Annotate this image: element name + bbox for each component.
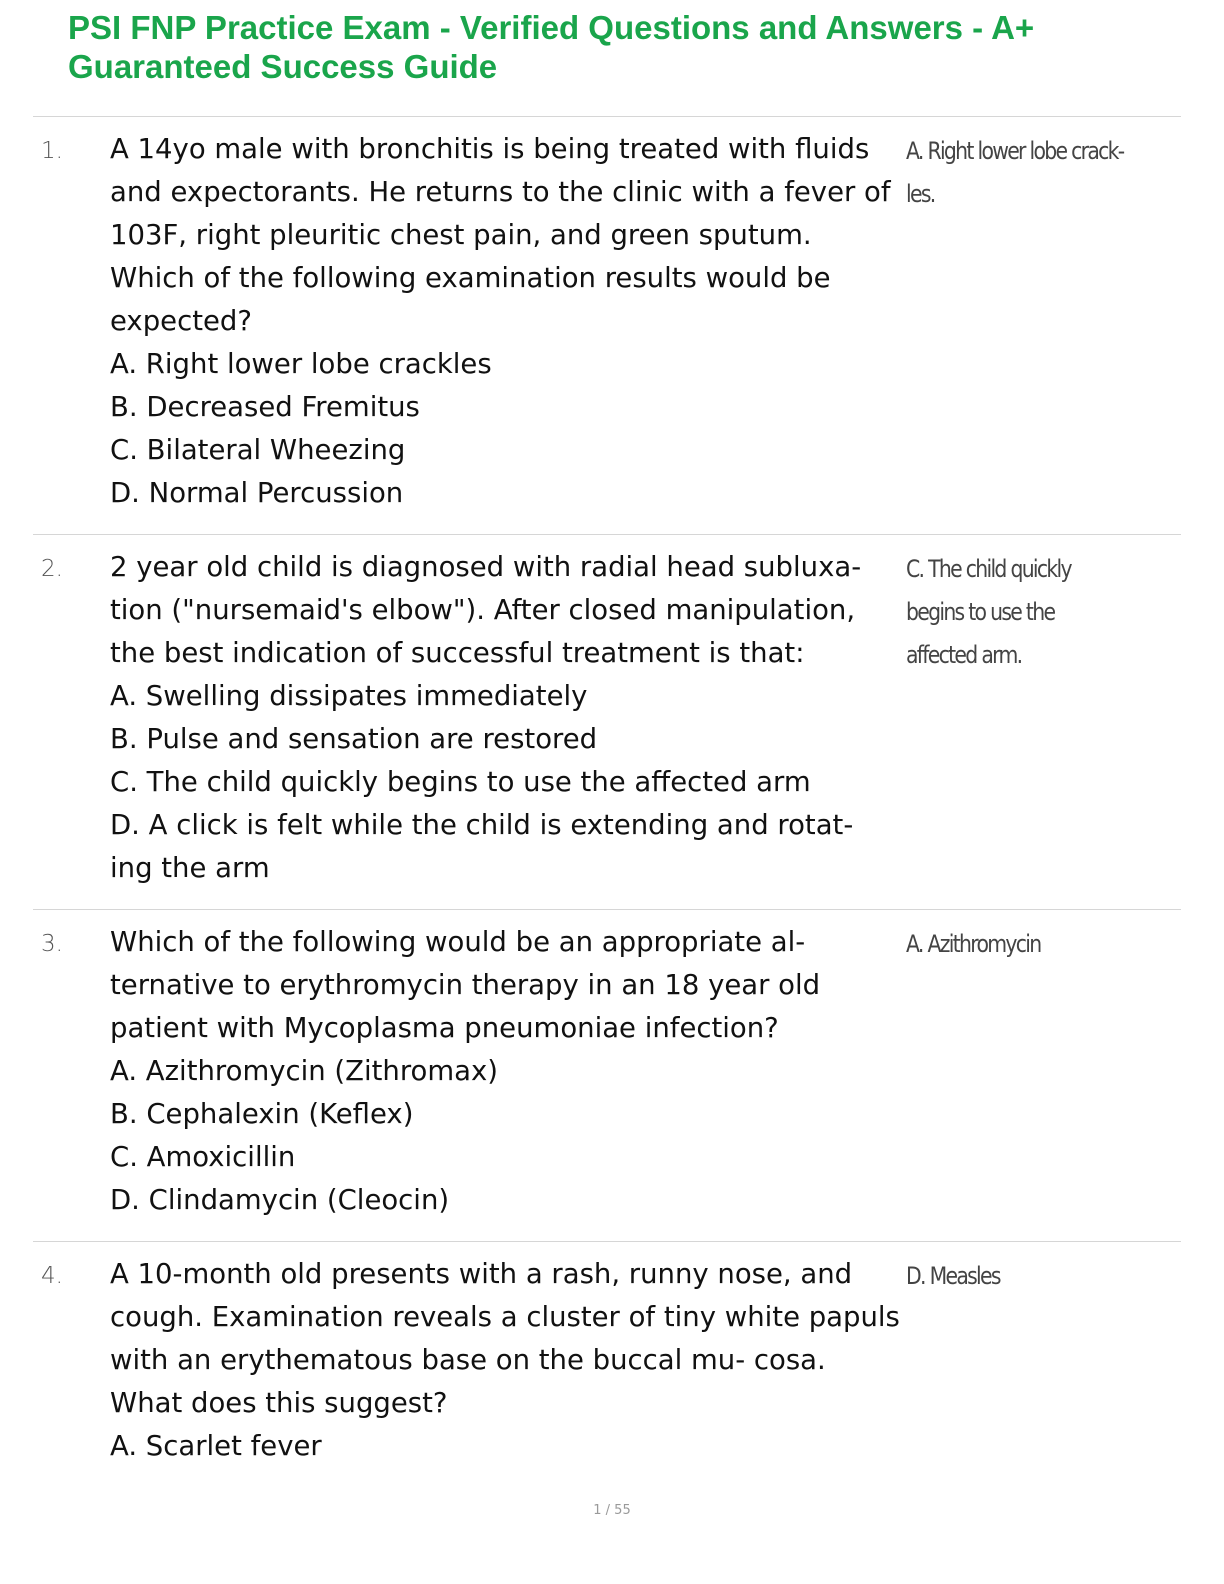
question-number: 1.: [41, 138, 63, 164]
option: A. Scarlet fever: [110, 1430, 322, 1462]
question-number: 2.: [41, 556, 63, 582]
answer: C. The child quickly begins to use the affected arm.: [906, 555, 1071, 669]
answer: A. Right lower lobe crack- les.: [906, 137, 1124, 208]
option: C. Bilateral Wheezing: [110, 434, 406, 466]
question-text: 2 year old child is diagnosed with radial head subluxa- tion ("nursemaid's elbow"). After closed manipulation, the best indication of successful treatment is that:: [110, 551, 862, 669]
option: B. Pulse and sensation are restored: [110, 723, 598, 755]
document-title: PSI FNP Practice Exam - Verified Questions and Answers - A+ Guaranteed Success Guide: [68, 9, 1035, 85]
question-number: 3.: [41, 931, 63, 957]
question-number: 4.: [41, 1263, 63, 1289]
option: C. Amoxicillin: [110, 1141, 296, 1173]
divider: [33, 1241, 1181, 1242]
question-4: [110, 1253, 900, 1468]
divider: [33, 909, 1181, 910]
question-3: [110, 921, 900, 1222]
divider: [33, 534, 1181, 535]
option: D. Clindamycin (Cleocin): [110, 1184, 450, 1216]
divider: [33, 116, 1181, 117]
option: B. Cephalexin (Keflex): [110, 1098, 414, 1130]
option: C. The child quickly begins to use the affected arm: [110, 766, 811, 798]
option: A. Right lower lobe crackles: [110, 348, 492, 380]
answer: A. Azithromycin: [906, 930, 1041, 958]
option: A. Azithromycin (Zithromax): [110, 1055, 499, 1087]
option: B. Decreased Fremitus: [110, 391, 420, 423]
option: A. Swelling dissipates immediately: [110, 680, 588, 712]
question-text: Which of the following would be an appropriate al- ternative to erythromycin therapy in an 18 year old patient with Mycoplasma pneumoniae infection?: [110, 926, 821, 1044]
page-number: 1 / 55: [593, 1503, 631, 1518]
option: D. A click is felt while the child is extending and rotat- ing the arm: [110, 809, 854, 884]
question-text: A 10-month old presents with a rash, runny nose, and cough. Examination reveals a cluster of tiny white papuls with an erythematous base on the buccal mu- cosa. What does this suggest?: [110, 1258, 900, 1419]
question-2: [110, 546, 900, 890]
question-1: [110, 128, 900, 515]
answer: D. Measles: [906, 1262, 1000, 1290]
question-text: A 14yo male with bronchitis is being treated with fluids and expectorants. He returns to the clinic with a fever of 103F, right pleuritic chest pain, and green sputum. Which of the following examination results would be expected?: [110, 133, 891, 337]
option: D. Normal Percussion: [110, 477, 404, 509]
